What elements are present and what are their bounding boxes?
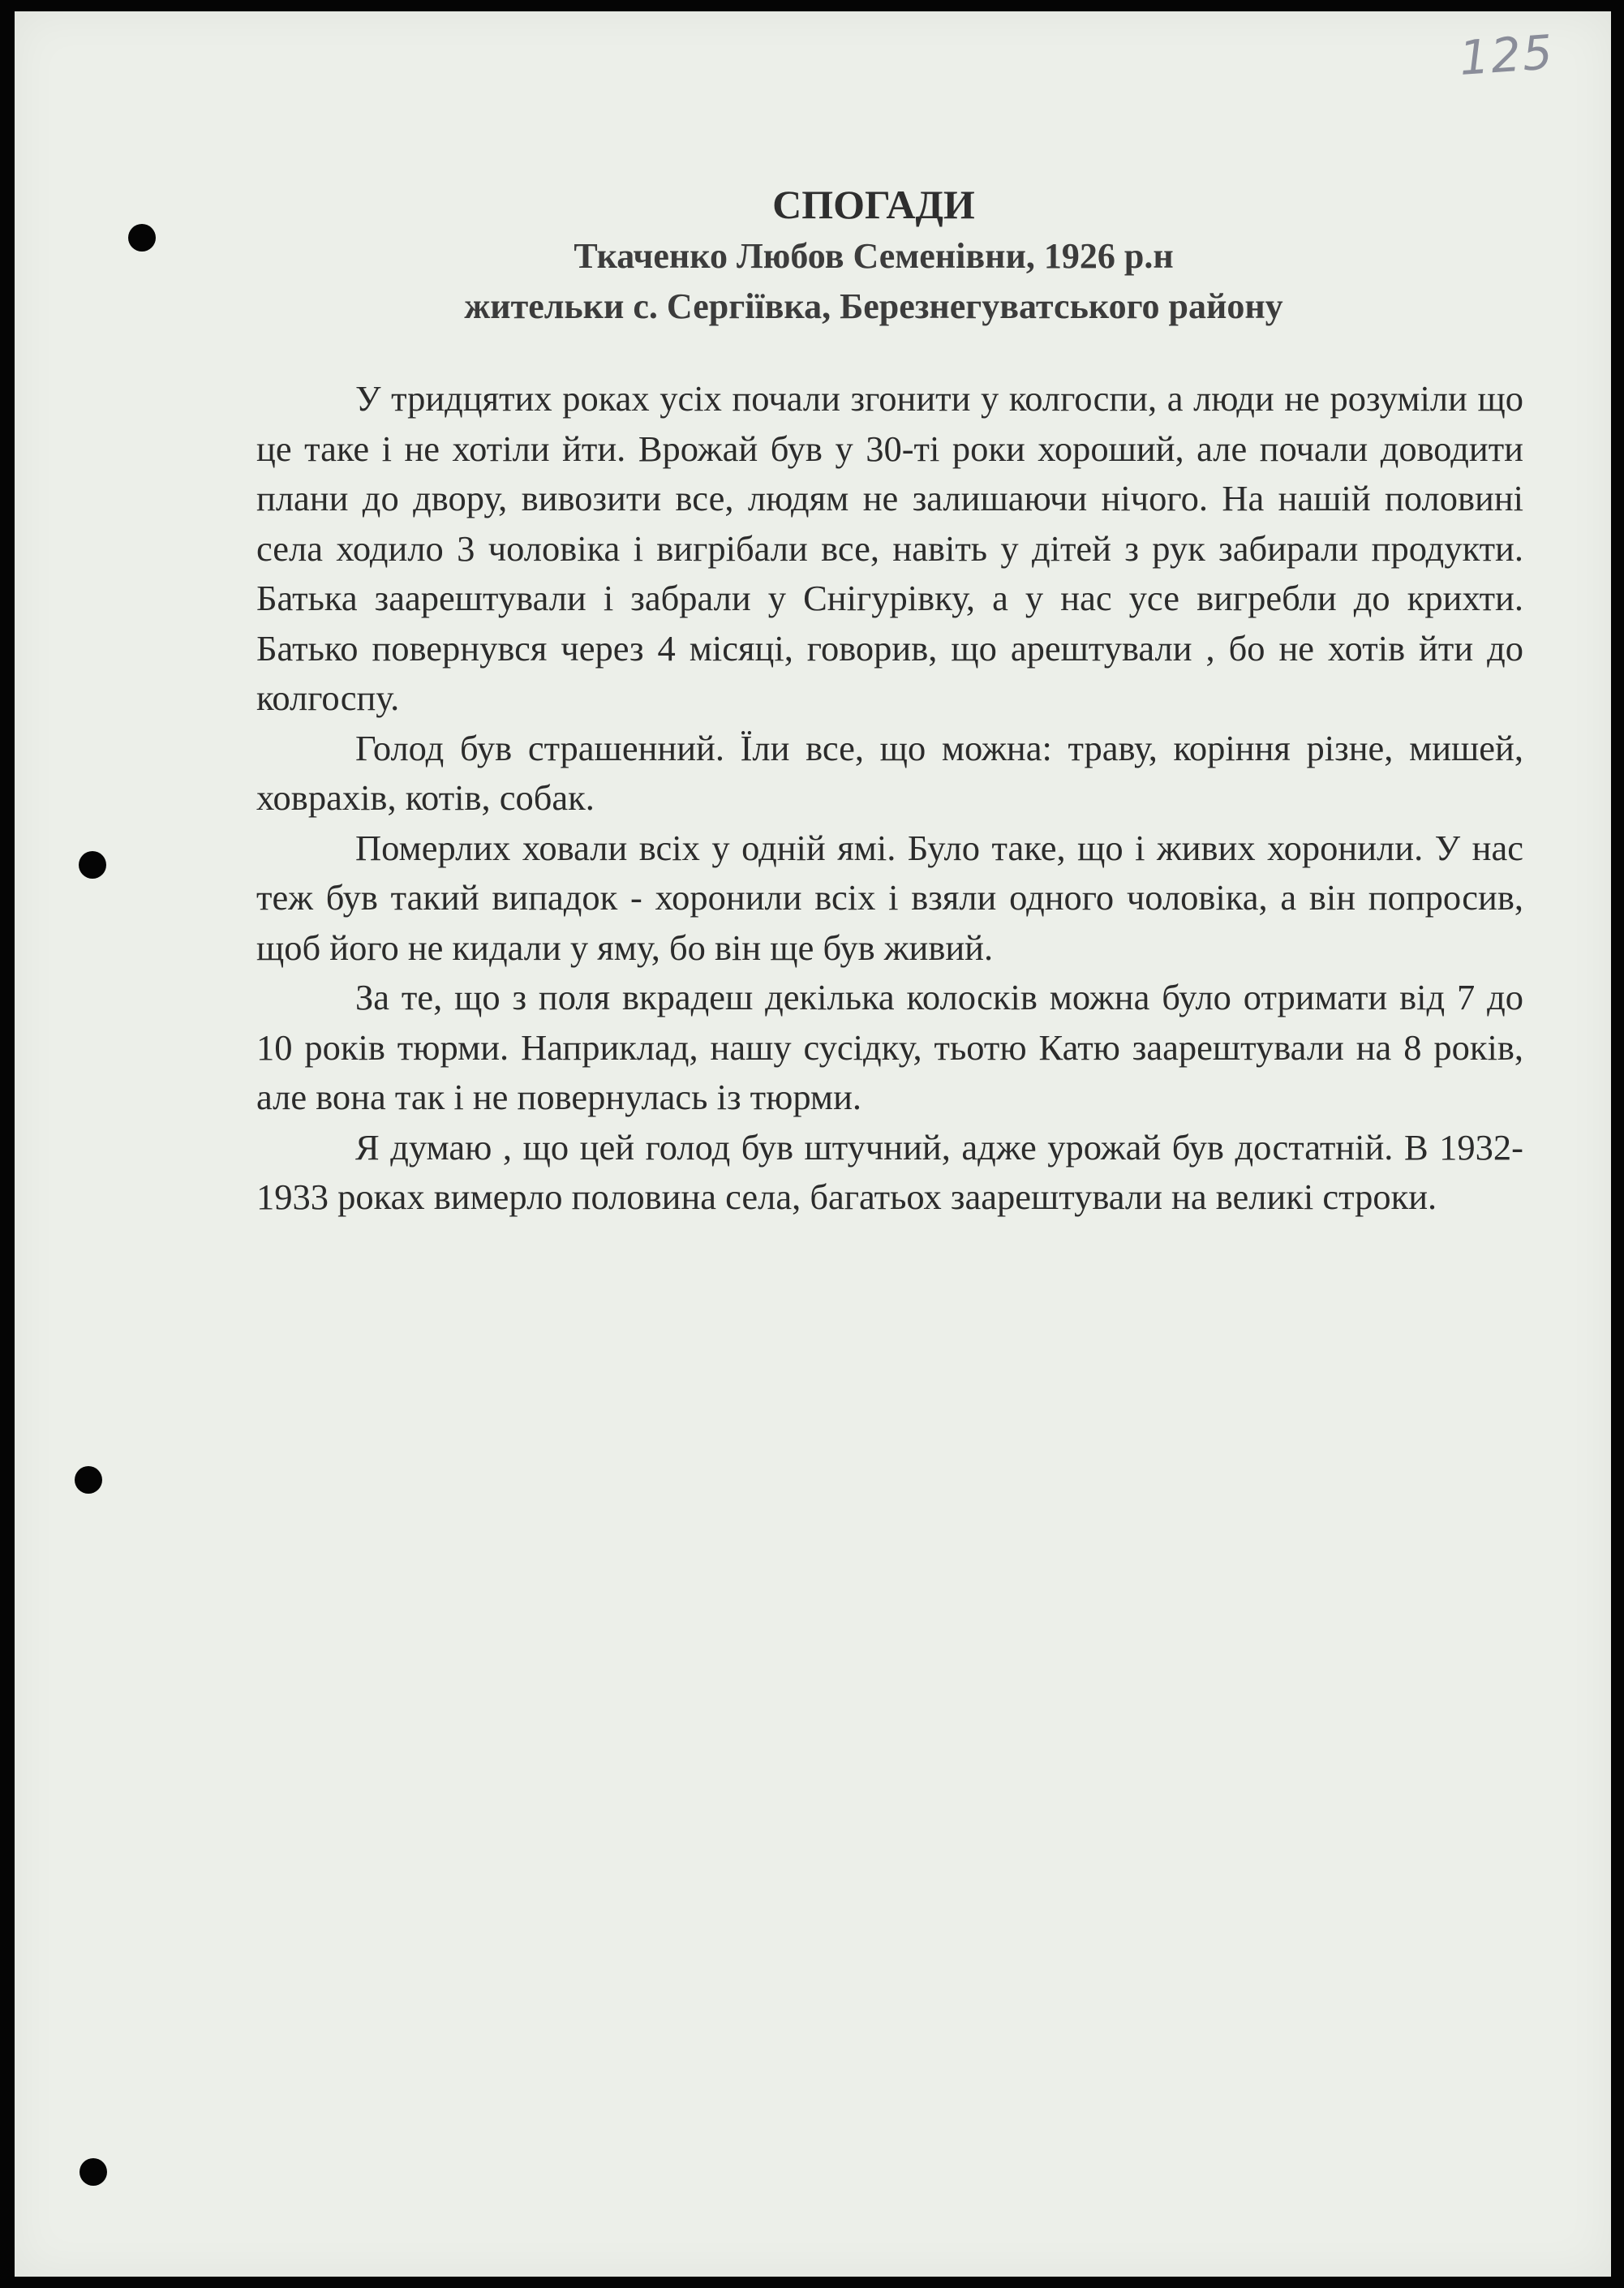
punch-hole [79, 2158, 107, 2186]
paragraph: За те, що з поля вкрадеш декілька колосків можна було отримати від 7 до 10 років тюрми. Наприклад, нашу сусідку, тьотю Катю заарештували на 8 років, але вона так і не повернулась із тюрми. [256, 977, 1523, 1117]
paragraph: Голод був страшенний. Їли все, що можна: траву, коріння різне, мишей, ховрахів, котів, собак. [256, 727, 1523, 818]
document-subtitle: Ткаченко Любов Семенівни, 1926 р.н [574, 236, 1174, 276]
handwritten-page-number: 125 [1458, 24, 1557, 86]
paragraph: У тридцятих роках усіх почали згонити у колгоспи, а люди не розуміли що це таке і не хотіли йти. Врожай був у 30-ті роки хороший, але почали доводити плани до двору, вивозити все, людям не залишаючи нічого. На нашій половині села ходило 3 чоловіка і вигрібали все, навіть у дітей з рук забирали продукти. Батька заарештували і забрали у Снігурівку, а у нас усе вигребли до крихти. Батько повернувся через 4 місяці, говорив, що арештували , бо не хотів йти до колгоспу. [256, 378, 1523, 718]
paragraph: Померлих ховали всіх у одній ямі. Було таке, що і живих хоронили. У нас теж був такий випадок - хоронили всіх і взяли одного чоловіка, а він попросив, щоб його не кидали у яму, бо він ще був живий. [256, 827, 1523, 968]
document-residence: жительки с. Сергіївка, Березнегуватського району [464, 286, 1283, 326]
punch-hole [128, 224, 156, 252]
document-header [15, 178, 1611, 332]
punch-hole [79, 851, 106, 879]
document-body [256, 374, 1523, 1223]
paragraph: Я думаю , що цей голод був штучний, адже урожай був достатній. В 1932-1933 роках вимерло половина села, багатьох заарештували на великі строки. [256, 1126, 1523, 1217]
document-title: СПОГАДИ [772, 182, 975, 227]
punch-hole [75, 1466, 102, 1494]
document-page [15, 11, 1611, 2277]
